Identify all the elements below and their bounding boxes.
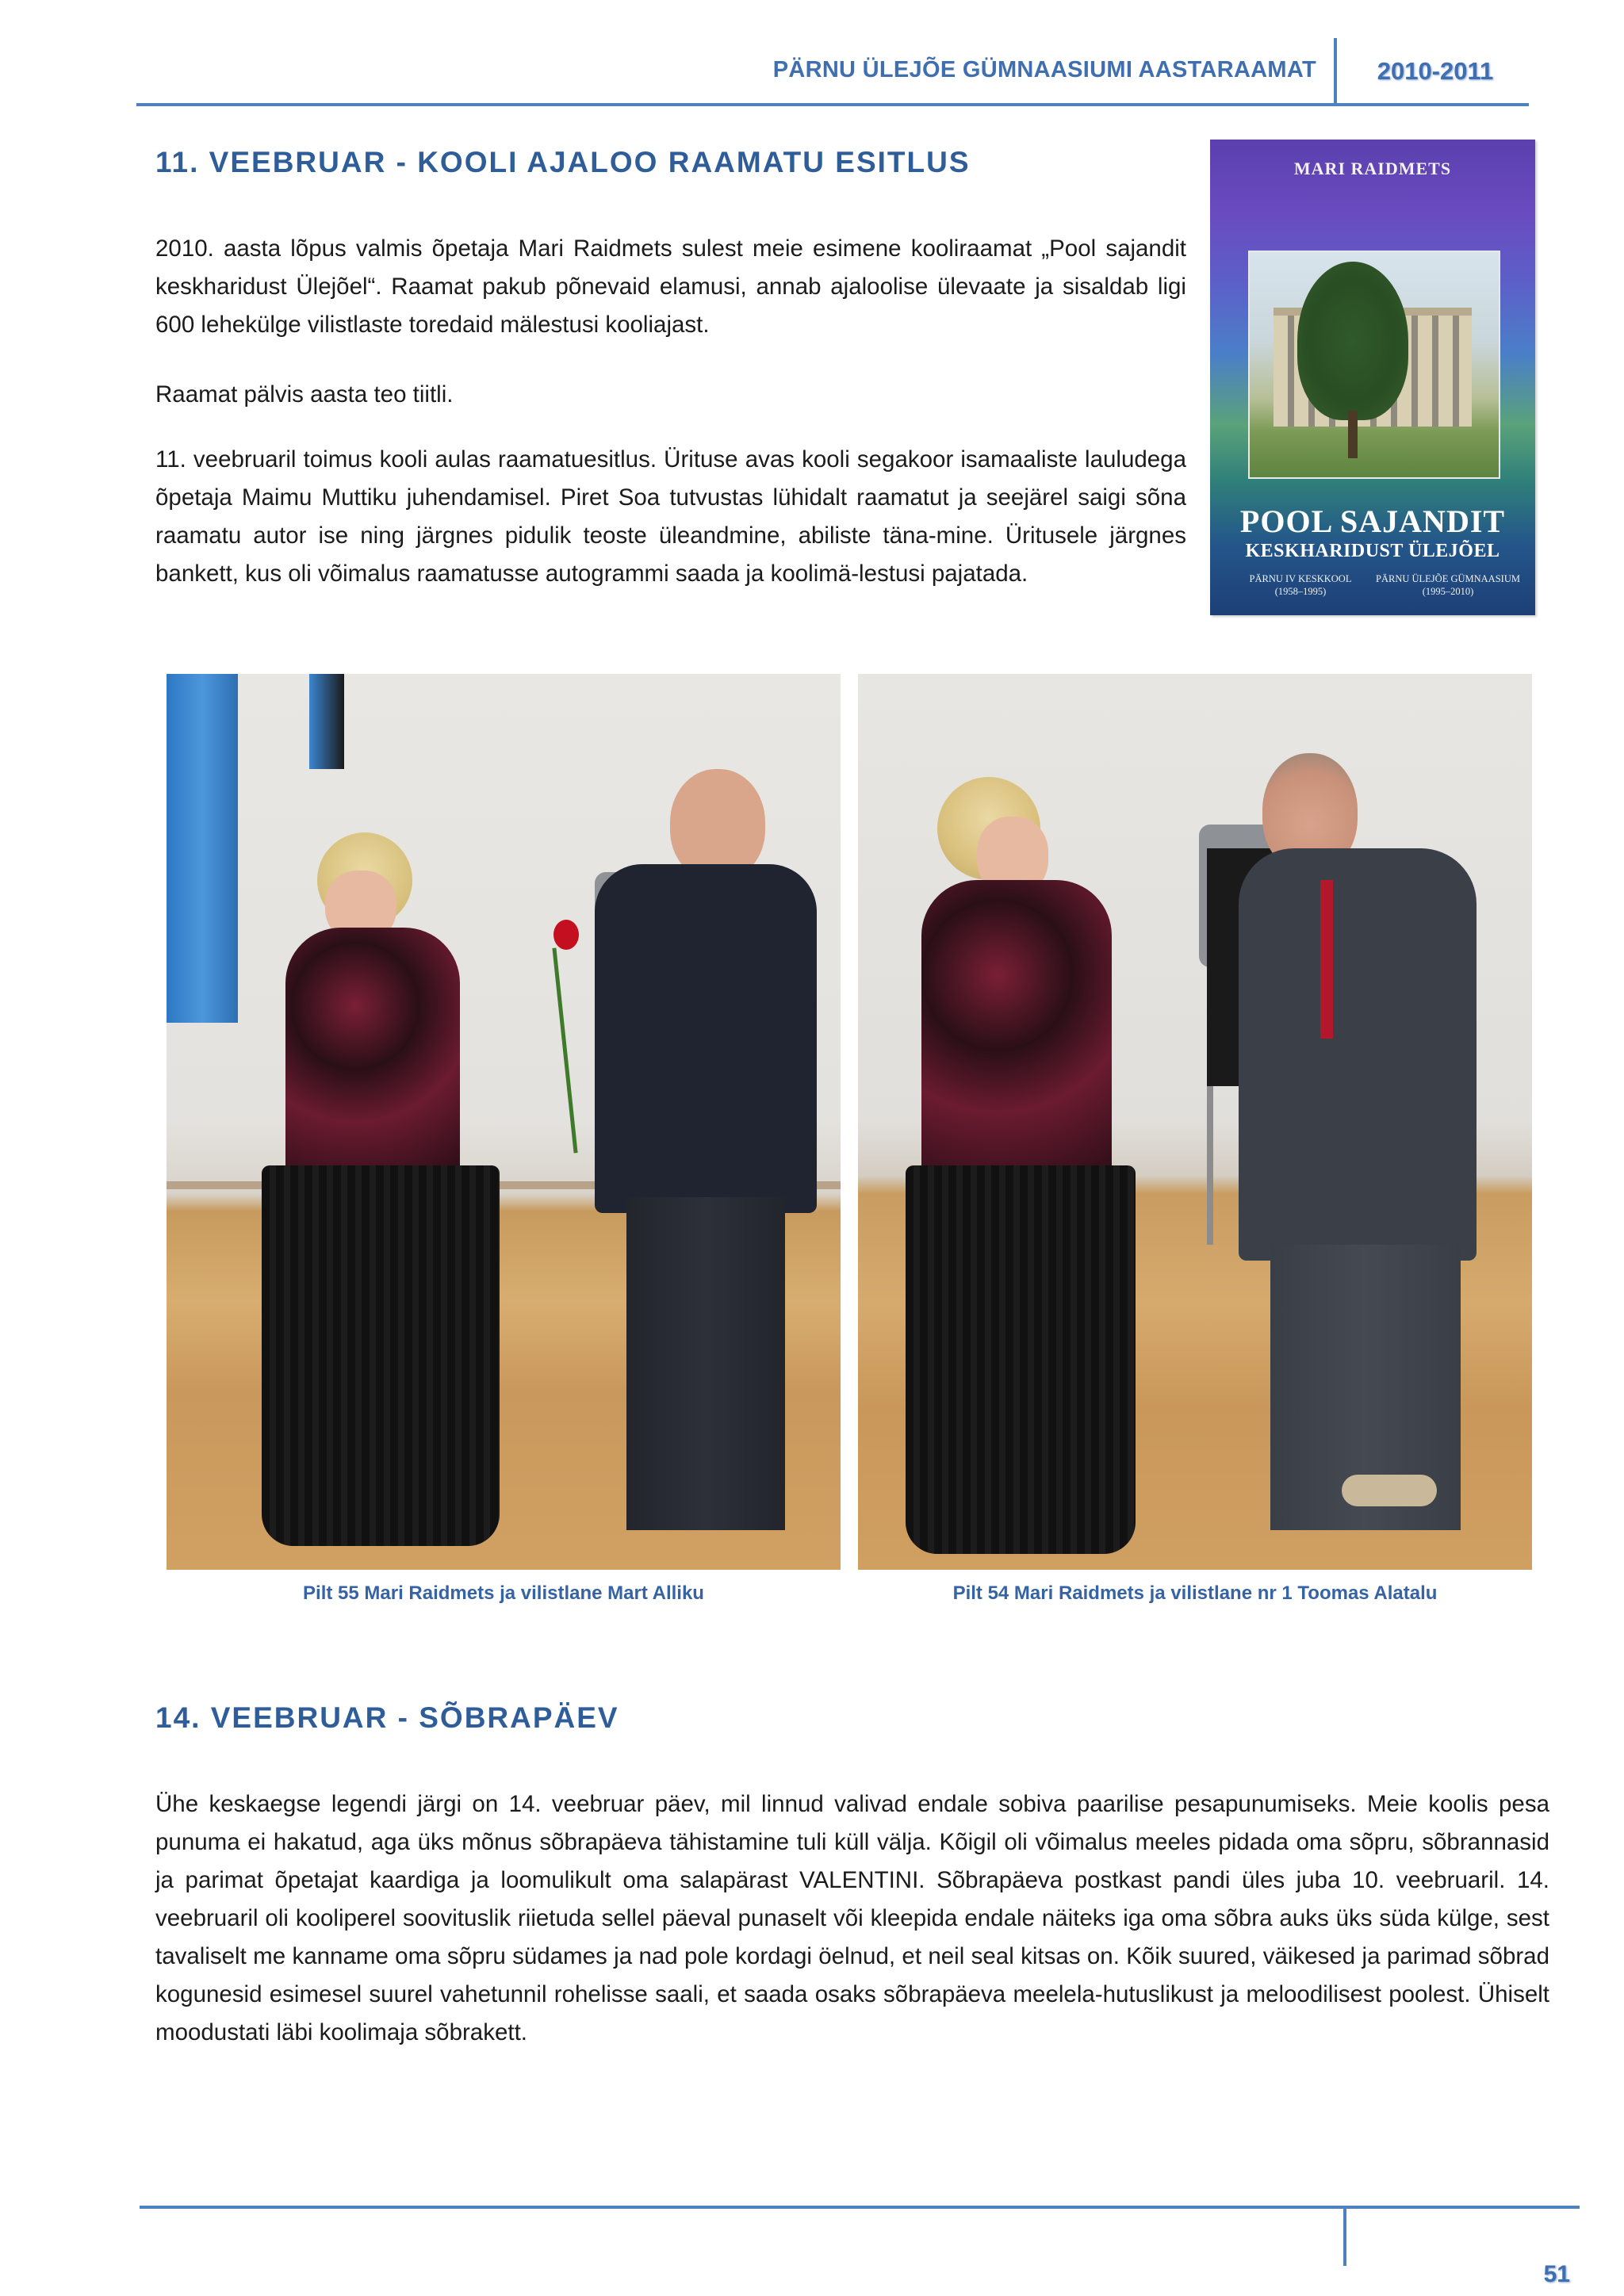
yearbook-year: 2010-2011 [1377,57,1494,85]
book-cover-title-line2: KESKHARIDUST ÜLEJÕEL [1245,541,1500,561]
tree-trunk-shape [1348,411,1358,458]
woman-blouse-shape [285,928,460,1189]
rose-stem-shape [552,947,577,1153]
man-trousers-shape [626,1197,785,1530]
book-cover-subtitle-right-years: (1995–2010) [1422,586,1474,597]
yearbook-title: PÄRNU ÜLEJÕE GÜMNAASIUMI AASTARAAMAT [772,57,1316,82]
paragraph-friendship-day: Ühe keskaegse legendi järgi on 14. veebruar päev, mil linnud valivad endale sobiva paarilise pesapunumiseks. Meie koolis pesa punuma ei hakatud, aga üks mõnus sõbrapäeva tähistamine tuli küll välja. Kõigil oli võimalus meeles pidada oma sõpru, sõbrannasid ja parimat õpetajat kaardiga ja loomulikult oma salapärast VALENTINI. Sõbrapäeva postkast pandi üles juba 10. veebruaril. 14. veebruaril oli kooliperel soovituslik riietuda sellel päeval punaselt või kleepida endale näiteks iga oma sõbra auks üks süda külge, sest tavaliselt me kanname oma sõpru südames ja nad pole kordagi öelnud, et neil seal kitsas on. Kõik suured, väikesed ja parimad sõbrad kogunesid esimesel suurel vahetunnil rohelisse saali, et saada osaks sõbrapäeva meelela-hutuslikust ja meloodilisest poolest. Ühiselt moodustati läbi koolimaja sõbrakett. [155,1791,1549,2045]
book-cover-image [1210,140,1535,615]
man-jacket-shape [1239,848,1477,1261]
book-cover-author: MARI RAIDMETS [1293,159,1452,178]
book-cover-school-photo [1248,251,1500,479]
woman-skirt-shape [262,1165,500,1546]
book-cover-subtitle-left-name: PÄRNU IV KESKKOOL [1249,573,1352,584]
man-jacket-shape [595,864,817,1213]
blue-flag-shape [167,674,238,1023]
book-cover-subtitle-left-years: (1958–1995) [1274,586,1327,597]
photo-raidmets-alliku [167,674,841,1570]
man-red-tie-shape [1320,880,1333,1039]
footer-divider [1343,2206,1346,2266]
paragraph-book-event: 11. veebruaril toimus kooli aulas raamatuesitlus. Ürituse avas kooli segakoor isamaaliste lauludega õpetaja Maimu Muttiku juhendamisel. Piret Soa tutvustas lühidalt raamatut ja seejärel saigi sõna raamatu autor ise ning järgnes pidulik teoste üleandmine, abiliste täna-mine. Üritusele järgnes bankett, kus oli võimalus raamatusse autogrammi saada ja koolimä-lestusi pajatada. [155,446,1186,587]
man-head-shape [670,769,765,880]
page-number: 51 [1543,2261,1570,2287]
flag-shape [309,674,344,769]
caption-right-photo: Pilt 54 Mari Raidmets ja vilistlane nr 1 Toomas Alatalu [952,1582,1438,1604]
footer-rule [140,2206,1580,2209]
section-heading-friendship-day: 14. VEEBRUAR - SÕBRAPÄEV [155,1701,619,1734]
tree-shape [1297,262,1408,420]
section-heading-book-presentation: 11. VEEBRUAR - KOOLI AJALOO RAAMATU ESITLUS [155,146,971,178]
woman-skirt-shape [906,1165,1136,1554]
woman-blouse-shape [921,880,1112,1197]
book-cover-title-line1: POOL SAJANDIT [1239,503,1506,539]
book-cover-subtitle-left [1221,572,1380,598]
paragraph-book-intro: 2010. aasta lõpus valmis õpetaja Mari Raidmets sulest meie esimene kooliraamat „Pool sajandit keskharidust Ülejõel“. Raamat pakub põnevaid elamusi, annab ajaloolise ülevaate ja sisaldab ligi 600 lehekülge vilistlaste toredaid mälestusi kooliajast. [155,235,1186,338]
red-rose-shape [553,920,579,950]
header-divider [1334,38,1337,105]
man-shoe-shape [1342,1475,1437,1506]
caption-left-photo: Pilt 55 Mari Raidmets ja vilistlane Mart Alliku [303,1582,704,1604]
book-cover-subtitle-right [1369,572,1527,598]
photo-raidmets-alatalu [858,674,1532,1570]
paragraph-book-award: Raamat pälvis aasta teo tiitli. [155,381,454,408]
book-cover-subtitle-right-name: PÄRNU ÜLEJÕE GÜMNAASIUM [1376,573,1520,584]
header-rule [136,103,1529,106]
